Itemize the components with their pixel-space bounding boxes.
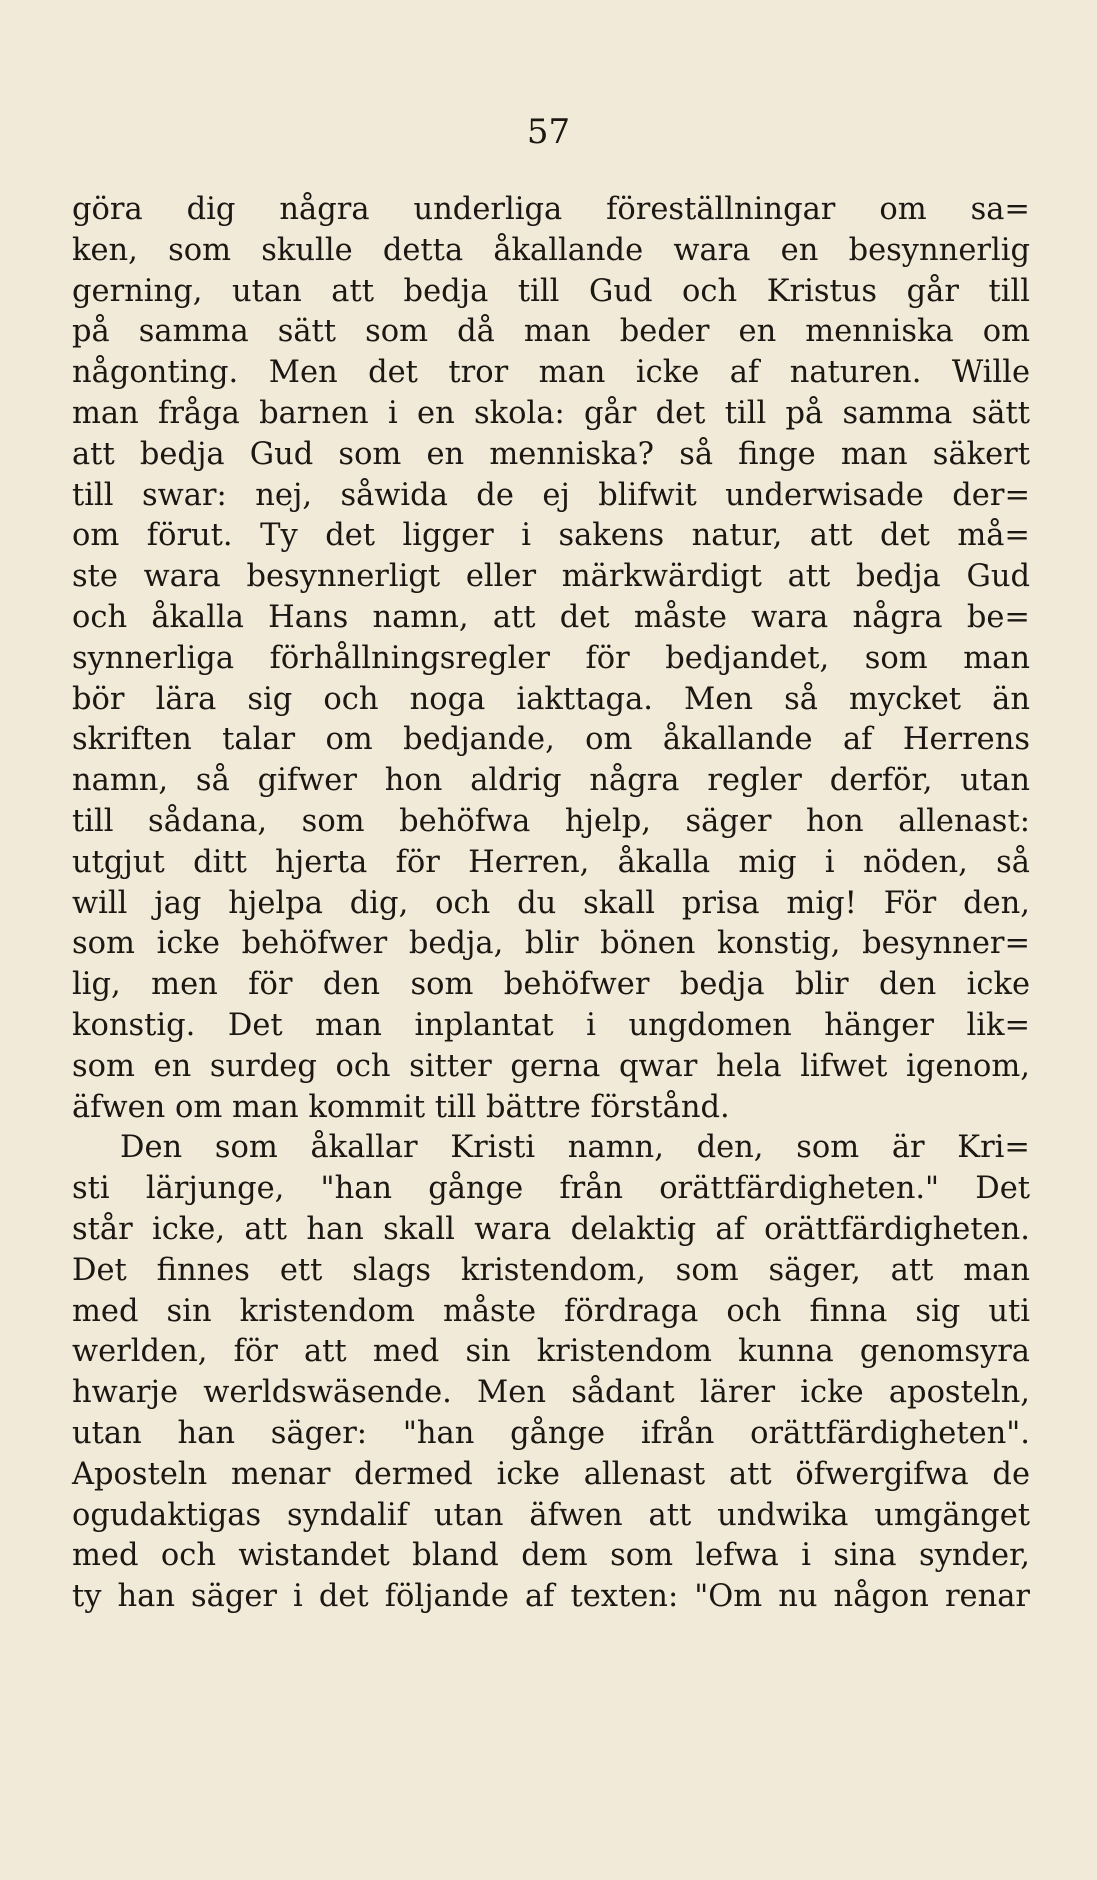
text-line: lig, men för den som behöfwer bedja blir den icke bbox=[72, 967, 1030, 1003]
text-line: står icke, att han skall wara delaktig af orättfärdigheten. bbox=[72, 1211, 1030, 1247]
text-line: göra dig några underliga föreställningar om sa= bbox=[72, 192, 1030, 227]
text-line: på samma sätt som då man beder en menniska om bbox=[72, 314, 1030, 350]
text-line: med sin kristendom måste fördraga och finna sig uti bbox=[72, 1293, 1030, 1329]
text-line: någonting. Men det tror man icke af naturen. Wille bbox=[72, 355, 1030, 391]
text-line: om förut. Ty det ligger i sakens natur, att det må= bbox=[72, 518, 1030, 554]
text-line: ken, som skulle detta åkallande wara en besynnerlig bbox=[72, 232, 1030, 268]
text-line: ty han säger i det följande af texten: "Om nu någon renar bbox=[72, 1579, 1030, 1615]
page-number: 57 bbox=[526, 112, 571, 152]
text-line: Det finnes ett slags kristendom, som säger, att man bbox=[72, 1252, 1030, 1288]
text-line: ste wara besynnerligt eller märkwärdigt att bedja Gud bbox=[72, 559, 1030, 595]
text-line: werlden, för att med sin kristendom kunna genomsyra bbox=[72, 1334, 1030, 1370]
text-line: ogudaktigas syndalif utan äfwen att undwika umgänget bbox=[72, 1497, 1030, 1533]
text-line: till swar: nej, såwida de ej blifwit underwisade der= bbox=[72, 477, 1030, 513]
text-line: Aposteln menar dermed icke allenast att öfwergifwa de bbox=[72, 1456, 1030, 1492]
text-line: namn, så gifwer hon aldrig några regler derför, utan bbox=[72, 763, 1030, 799]
text-line: bör lära sig och noga iakttaga. Men så mycket än bbox=[72, 681, 1030, 717]
text-line: till sådana, som behöfwa hjelp, säger hon allenast: bbox=[72, 803, 1030, 839]
text-line: skriften talar om bedjande, om åkallande af Herrens bbox=[72, 722, 1030, 758]
text-line: Den som åkallar Kristi namn, den, som är Kri= bbox=[120, 1130, 1030, 1166]
text-line: att bedja Gud som en menniska? så finge man säkert bbox=[72, 436, 1030, 472]
text-line: konstig. Det man inplantat i ungdomen hänger lik= bbox=[72, 1007, 1030, 1043]
text-line: utgjut ditt hjerta för Herren, åkalla mig i nöden, så bbox=[72, 844, 1030, 880]
text-line: gerning, utan att bedja till Gud och Kristus går till bbox=[72, 273, 1030, 309]
text-line: utan han säger: "han gånge ifrån orättfärdigheten". bbox=[72, 1415, 1030, 1451]
text-line: synnerliga förhållningsregler för bedjandet, som man bbox=[72, 640, 1030, 676]
body-text bbox=[72, 190, 1030, 1618]
text-line: man fråga barnen i en skola: går det till på samma sätt bbox=[72, 395, 1030, 431]
text-line: äfwen om man kommit till bättre förstånd. bbox=[72, 1089, 730, 1125]
text-line: med och wistandet bland dem som lefwa i sina synder, bbox=[72, 1538, 1030, 1574]
text-line: och åkalla Hans namn, att det måste wara några be= bbox=[72, 599, 1030, 635]
text-line: som icke behöfwer bedja, blir bönen konstig, besynner= bbox=[72, 926, 1030, 962]
text-line: will jag hjelpa dig, och du skall prisa mig! För den, bbox=[72, 885, 1030, 921]
text-line: som en surdeg och sitter gerna qwar hela lifwet igenom, bbox=[72, 1048, 1030, 1084]
text-line: sti lärjunge, "han gånge från orättfärdigheten." Det bbox=[72, 1171, 1030, 1207]
text-line: hwarje werldswäsende. Men sådant lärer icke aposteln, bbox=[72, 1375, 1030, 1411]
